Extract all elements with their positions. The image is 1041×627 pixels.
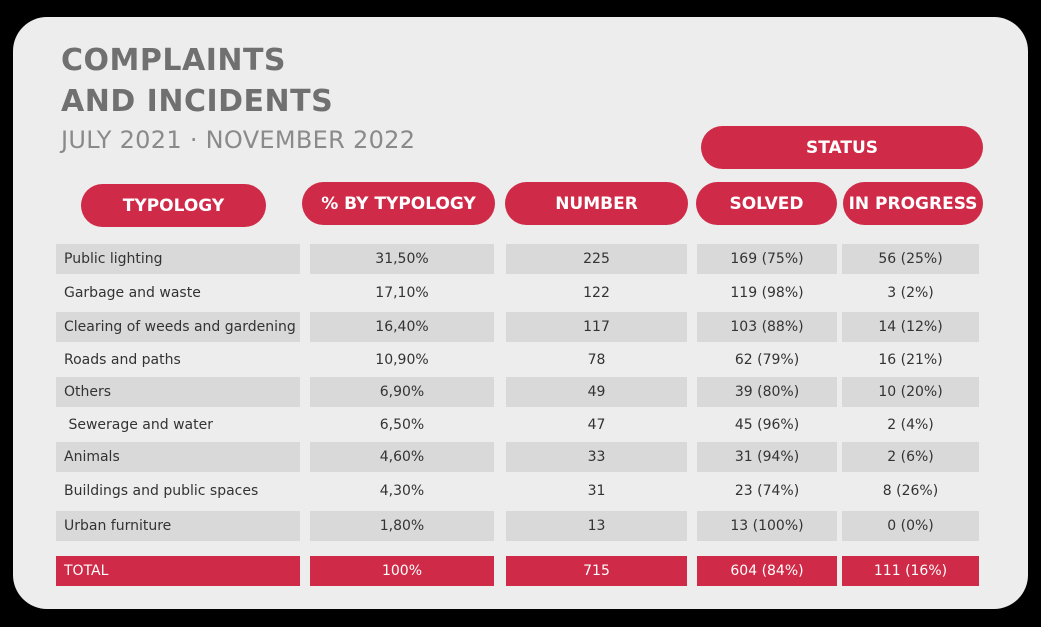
solved-cell: 45 (96%) (734, 417, 800, 433)
total-in-progress-cell: 111 (16%) (842, 556, 979, 586)
number-cell: 225 (506, 244, 687, 274)
typology-cell: Buildings and public spaces (64, 483, 259, 499)
table-row (0, 345, 1041, 375)
percent-cell: 4,30% (379, 483, 425, 499)
typology-cell: Sewerage and water (64, 417, 213, 433)
status-group-header: STATUS (701, 126, 983, 169)
number-cell: 49 (506, 377, 687, 407)
percent-cell: 16,40% (310, 312, 494, 342)
solved-cell: 31 (94%) (697, 442, 837, 472)
solved-cell: 23 (74%) (734, 483, 800, 499)
table-row (0, 410, 1041, 440)
percent-cell: 10,90% (375, 352, 429, 368)
number-cell: 117 (506, 312, 687, 342)
percent-cell: 17,10% (375, 285, 429, 301)
page-title-line2: AND INCIDENTS (61, 84, 334, 119)
total-label-cell: TOTAL (56, 556, 300, 586)
solved-cell: 62 (79%) (734, 352, 800, 368)
number-cell: 78 (587, 352, 606, 368)
in-progress-cell: 0 (0%) (842, 511, 979, 541)
typology-cell: Others (56, 377, 300, 407)
typology-column-header: TYPOLOGY (81, 184, 266, 227)
in-progress-cell: 2 (6%) (842, 442, 979, 472)
table-row (0, 511, 1041, 541)
percent-cell: 4,60% (310, 442, 494, 472)
solved-cell: 13 (100%) (697, 511, 837, 541)
percent-cell: 1,80% (310, 511, 494, 541)
total-solved-cell: 604 (84%) (697, 556, 837, 586)
number-cell: 122 (583, 285, 610, 301)
total-row (0, 556, 1041, 586)
table-row (0, 476, 1041, 506)
solved-cell: 39 (80%) (697, 377, 837, 407)
typology-cell: Clearing of weeds and gardening (56, 312, 300, 342)
percent-cell: 6,50% (379, 417, 425, 433)
typology-cell: Animals (56, 442, 300, 472)
percent-cell: 6,90% (310, 377, 494, 407)
number-column-header: NUMBER (505, 182, 688, 225)
in-progress-cell: 16 (21%) (878, 352, 943, 368)
in-progress-cell: 56 (25%) (842, 244, 979, 274)
typology-cell: Public lighting (56, 244, 300, 274)
date-range-subtitle: JULY 2021 · NOVEMBER 2022 (61, 126, 416, 154)
number-cell: 13 (506, 511, 687, 541)
in-progress-cell: 8 (26%) (882, 483, 939, 499)
table-row (0, 312, 1041, 342)
in-progress-cell: 10 (20%) (842, 377, 979, 407)
solved-cell: 169 (75%) (697, 244, 837, 274)
total-number-cell: 715 (506, 556, 687, 586)
solved-cell: 119 (98%) (730, 285, 804, 301)
typology-cell: Garbage and waste (64, 285, 201, 301)
page-title-line1: COMPLAINTS (61, 43, 287, 78)
table-row (0, 442, 1041, 472)
typology-cell: Roads and paths (64, 352, 181, 368)
typology-cell: Urban furniture (56, 511, 300, 541)
number-cell: 33 (506, 442, 687, 472)
percent-column-header: % BY TYPOLOGY (302, 182, 495, 225)
total-percent-cell: 100% (310, 556, 494, 586)
solved-cell: 103 (88%) (697, 312, 837, 342)
in-progress-column-header: IN PROGRESS (843, 182, 983, 225)
table-row (0, 377, 1041, 407)
number-cell: 47 (587, 417, 606, 433)
number-cell: 31 (587, 483, 606, 499)
solved-column-header: SOLVED (696, 182, 837, 225)
table-row (0, 278, 1041, 308)
percent-cell: 31,50% (310, 244, 494, 274)
in-progress-cell: 14 (12%) (842, 312, 979, 342)
table-row (0, 244, 1041, 274)
in-progress-cell: 3 (2%) (887, 285, 934, 301)
in-progress-cell: 2 (4%) (887, 417, 934, 433)
